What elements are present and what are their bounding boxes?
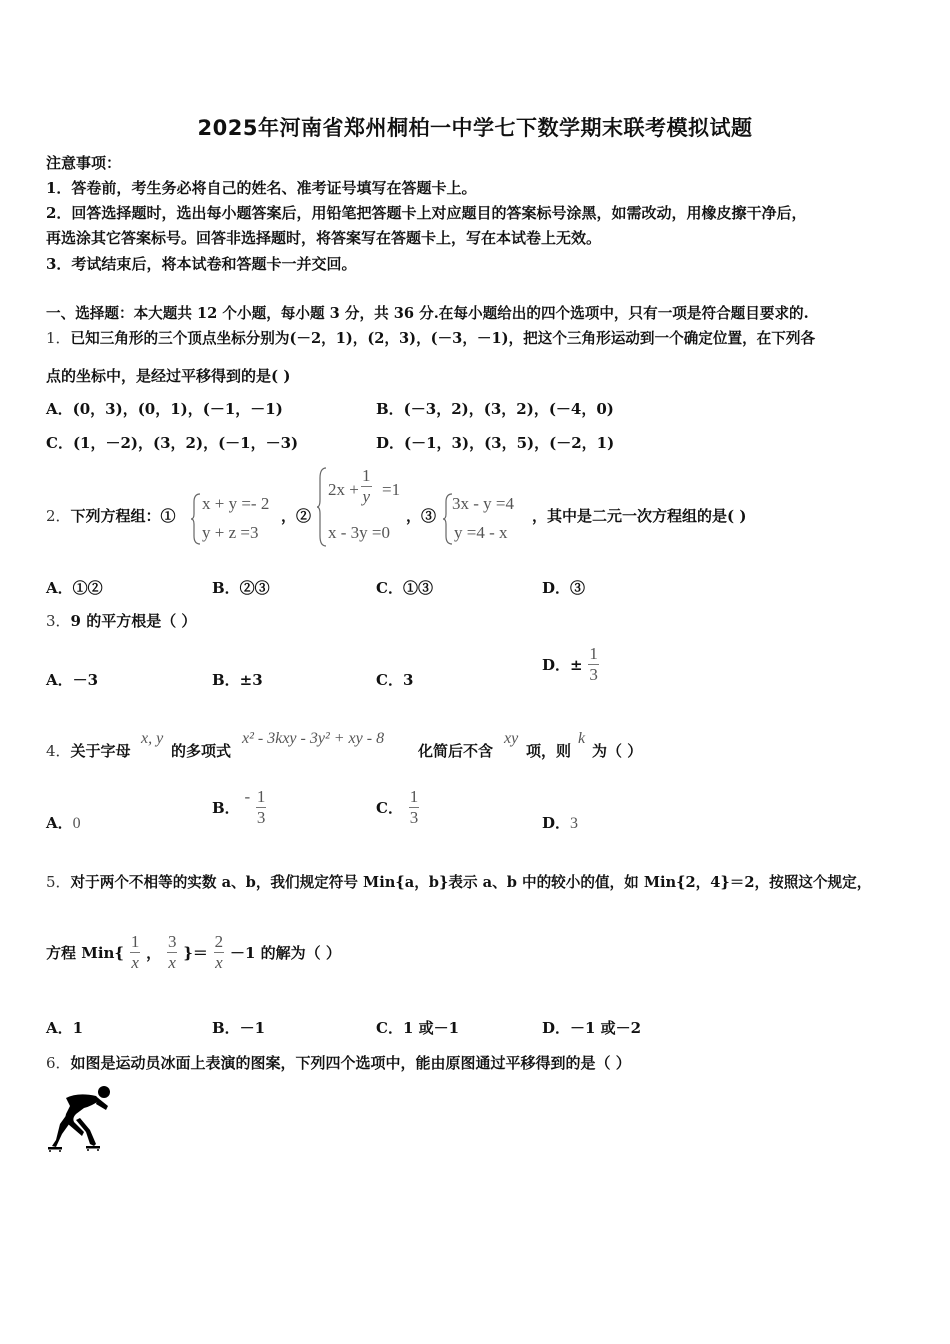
question-5-equation [46, 932, 341, 973]
q2-separator-2: ，② [281, 507, 312, 525]
option-label: C． [376, 799, 403, 817]
fraction-denominator: 3 [409, 808, 419, 827]
fraction-denominator: 3 [589, 665, 598, 684]
q3-option-a[interactable]: A．－3 [46, 671, 99, 689]
question-4-text-2: 的多项式 [171, 742, 232, 760]
equation-system-2 [316, 466, 416, 548]
question-number: 2． [46, 507, 71, 525]
question-5-text: 对于两个不相等的实数 a、b，我们规定符号 Min{a，b}表示 a、b 中的较小的值，如 Min{2，4}＝2，按照这个规定， [70, 874, 872, 891]
question-4 [46, 740, 131, 761]
q4-polynomial: x² - 3kxy - 3y² + xy - 8 [242, 730, 385, 747]
equation-part: ， [146, 944, 162, 962]
question-4-text-5: 为（ ） [592, 742, 643, 760]
q4-term: xy [504, 730, 519, 747]
q4-option-b[interactable] [212, 787, 267, 828]
notice-item-2: 2．回答选择题时，选出每小题答案后，用铅笔把答题卡上对应题目的答案标号涂黑，如需改动，用橡皮擦干净后， [46, 204, 807, 222]
fraction-denominator: y [362, 487, 371, 506]
equation-part: －1 的解为（ ） [229, 944, 341, 962]
system-3-line-1: 3x - y =4 [452, 494, 514, 513]
system-2-fraction [360, 466, 373, 507]
q1-option-a[interactable]: A．(0，3)，(0，1)，(－1，－1) [46, 400, 283, 418]
q5-option-b[interactable]: B．－1 [212, 1019, 266, 1037]
question-number: 5． [46, 873, 71, 891]
option-label: D． [542, 814, 571, 832]
fraction-numerator: 1 [409, 787, 419, 806]
system-2-line-1a: 2x + [328, 480, 359, 499]
system-2-line-1b: =1 [382, 480, 401, 499]
question-1 [46, 327, 815, 348]
q4-option-b-fraction [255, 787, 268, 828]
q4-option-c-fraction [408, 787, 421, 828]
system-1-line-2: y + z =3 [202, 523, 259, 542]
fraction-numerator: 1 [362, 466, 371, 485]
q4-option-a[interactable] [46, 812, 81, 833]
fraction-denominator: x [215, 953, 223, 972]
q4-option-c[interactable] [376, 787, 420, 828]
question-2-suffix: ，其中是二元一次方程组的是( ) [532, 507, 747, 525]
q2-option-a[interactable]: A．①② [46, 579, 103, 597]
q5-fraction-1 [129, 932, 142, 973]
system-2-line-2: x - 3y =0 [328, 523, 390, 542]
q5-option-a[interactable]: A．1 [46, 1019, 84, 1037]
q5-fraction-3 [213, 932, 226, 973]
q2-option-c[interactable]: C．①③ [376, 579, 433, 597]
skater-figure-icon [46, 1084, 116, 1156]
option-label: B． [212, 799, 240, 817]
question-4-text-3: 化简后不含 [418, 742, 494, 760]
question-3 [46, 610, 196, 631]
fraction-numerator: 1 [256, 787, 266, 806]
q3-option-d[interactable] [542, 644, 600, 685]
system-1-line-1: x + y =- 2 [202, 494, 270, 513]
q3-option-d-fraction [587, 644, 600, 685]
q5-fraction-2 [166, 932, 179, 973]
question-3-text: 9 的平方根是（ ） [70, 612, 197, 630]
option-label: D．± [542, 656, 583, 674]
fraction-numerator: 1 [589, 644, 598, 663]
question-2-text: 下列方程组：① [70, 507, 176, 525]
fraction-numerator: 3 [167, 932, 177, 951]
equation-part: 方程 Min{ [46, 944, 125, 962]
option-label: A． [46, 814, 73, 832]
q3-option-b[interactable]: B．±3 [212, 671, 263, 689]
question-6-text: 如图是运动员冰面上表演的图案，下列四个选项中，能由原图通过平移得到的是（ ） [70, 1054, 631, 1072]
q5-option-d[interactable]: D．－1 或－2 [542, 1019, 642, 1037]
fraction-numerator: 1 [130, 932, 140, 951]
question-number: 4． [46, 742, 71, 760]
q1-option-b[interactable]: B．(－3，2)，(3，2)，(－4，0) [376, 400, 614, 418]
question-1-text-cont: 点的坐标中，是经过平移得到的是( ) [46, 367, 291, 385]
q2-option-d[interactable]: D．③ [542, 579, 586, 597]
notice-item-2-cont: 再选涂其它答案标号。回答非选择题时，将答案写在答题卡上，写在本试卷上无效。 [46, 229, 602, 247]
option-sign: - [244, 786, 251, 806]
question-4-text-1: 关于字母 [70, 742, 131, 760]
notice-heading: 注意事项： [46, 154, 122, 172]
fraction-denominator: x [168, 953, 176, 972]
q1-option-d[interactable]: D．(－1，3)，(3，5)，(－2，1) [376, 434, 615, 452]
question-6 [46, 1052, 631, 1073]
q4-k: k [578, 730, 586, 747]
option-value: 0 [72, 815, 81, 832]
section-heading: 一、选择题：本大题共 12 个小题，每小题 3 分，共 36 分.在每小题给出的四个选项中，只有一项是符合题目要求的. [46, 305, 809, 322]
equation-system-1 [190, 492, 280, 546]
option-value: 3 [570, 815, 579, 832]
notice-item-3: 3．考试结束后，将本试卷和答题卡一并交回。 [46, 255, 357, 273]
equation-system-3 [442, 492, 534, 546]
fraction-denominator: x [131, 953, 139, 972]
q5-option-c[interactable]: C．1 或－1 [376, 1019, 460, 1037]
question-number: 3． [46, 612, 71, 630]
q3-option-c[interactable]: C．3 [376, 671, 414, 689]
question-1-text: 已知三角形的三个顶点坐标分别为(－2，1)，(2，3)，(－3，－1)，把这个三角形运动到一个确定位置，在下列各 [70, 330, 816, 347]
brace-icon [316, 466, 328, 548]
q4-variables: x, y [141, 730, 164, 747]
q2-separator-3: ，③ [406, 507, 437, 525]
question-5 [46, 871, 871, 892]
question-number: 6． [46, 1054, 71, 1072]
q1-option-c[interactable]: C．(1，－2)，(3，2)，(－1，－3) [46, 434, 299, 452]
fraction-numerator: 2 [214, 932, 224, 951]
fraction-denominator: 3 [256, 808, 266, 827]
brace-icon [190, 492, 202, 546]
question-number: 1． [46, 329, 71, 347]
page-title: 2025年河南省郑州桐柏一中学七下数学期末联考模拟试题 [197, 116, 753, 140]
question-4-text-4: 项，则 [526, 742, 572, 760]
system-3-line-2: y =4 - x [454, 523, 508, 542]
equation-part: }＝ [183, 944, 208, 962]
q4-option-d[interactable] [542, 812, 578, 833]
question-2-prefix [46, 505, 176, 526]
notice-item-1: 1．答卷前，考生务必将自己的姓名、准考证号填写在答题卡上。 [46, 179, 477, 197]
q2-option-b[interactable]: B．②③ [212, 579, 270, 597]
